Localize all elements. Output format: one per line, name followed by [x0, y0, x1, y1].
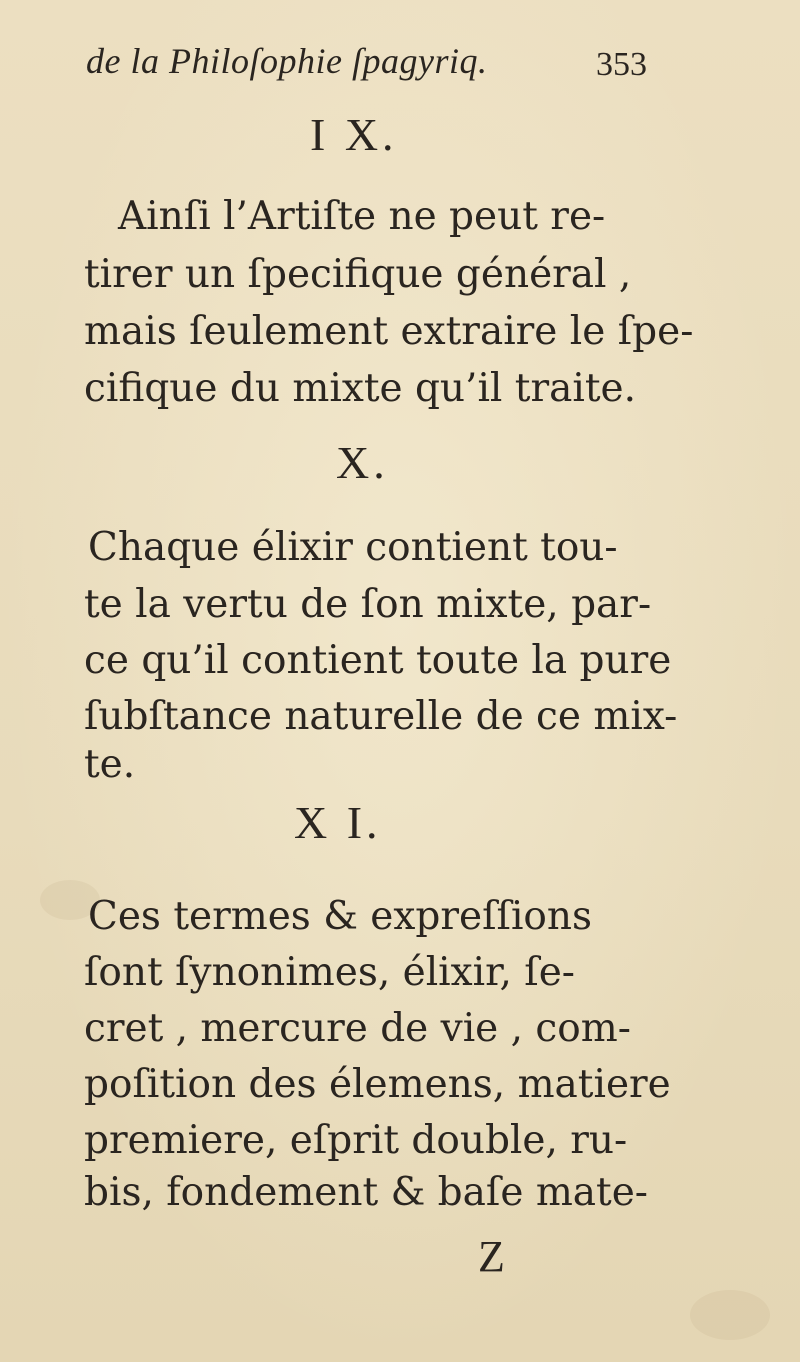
running-title: de la Philoſophie ſpagyriq.	[86, 41, 488, 81]
text-line: cret , mercure de vie , com-	[84, 1006, 631, 1051]
article-number: X.	[336, 437, 389, 488]
text-line: bis, fondement & baſe mate-	[84, 1170, 648, 1215]
text-line: tirer un ſpecifique général ,	[84, 252, 632, 297]
text-line: te la vertu de ſon mixte, par-	[84, 582, 652, 627]
paper-stain	[690, 1290, 770, 1340]
text-line: ſont ſynonimes, élixir, ſe-	[84, 950, 575, 995]
text-line: te.	[84, 742, 136, 787]
article-number: I X.	[310, 109, 398, 160]
text-line: Ces termes & expreſſions	[88, 894, 593, 939]
page-number: 353	[596, 46, 647, 83]
text-line: Chaque élixir contient tou-	[88, 525, 618, 570]
text-line: cifique du mixte qu’il traite.	[84, 366, 636, 411]
running-head	[86, 36, 686, 96]
text-line: Ainſi l’Artiſte ne peut re-	[118, 194, 606, 239]
text-line: ce qu’il contient toute la pure	[84, 638, 672, 683]
text-line: poſition des élemens, matiere	[84, 1062, 671, 1107]
text-line: mais ſeulement extraire le ſpe-	[84, 309, 694, 354]
article-number: X I.	[294, 797, 382, 848]
text-line: ſubſtance naturelle de ce mix-	[84, 694, 678, 739]
signature-mark: Z	[478, 1232, 505, 1281]
text-line: premiere, eſprit double, ru-	[84, 1118, 628, 1163]
